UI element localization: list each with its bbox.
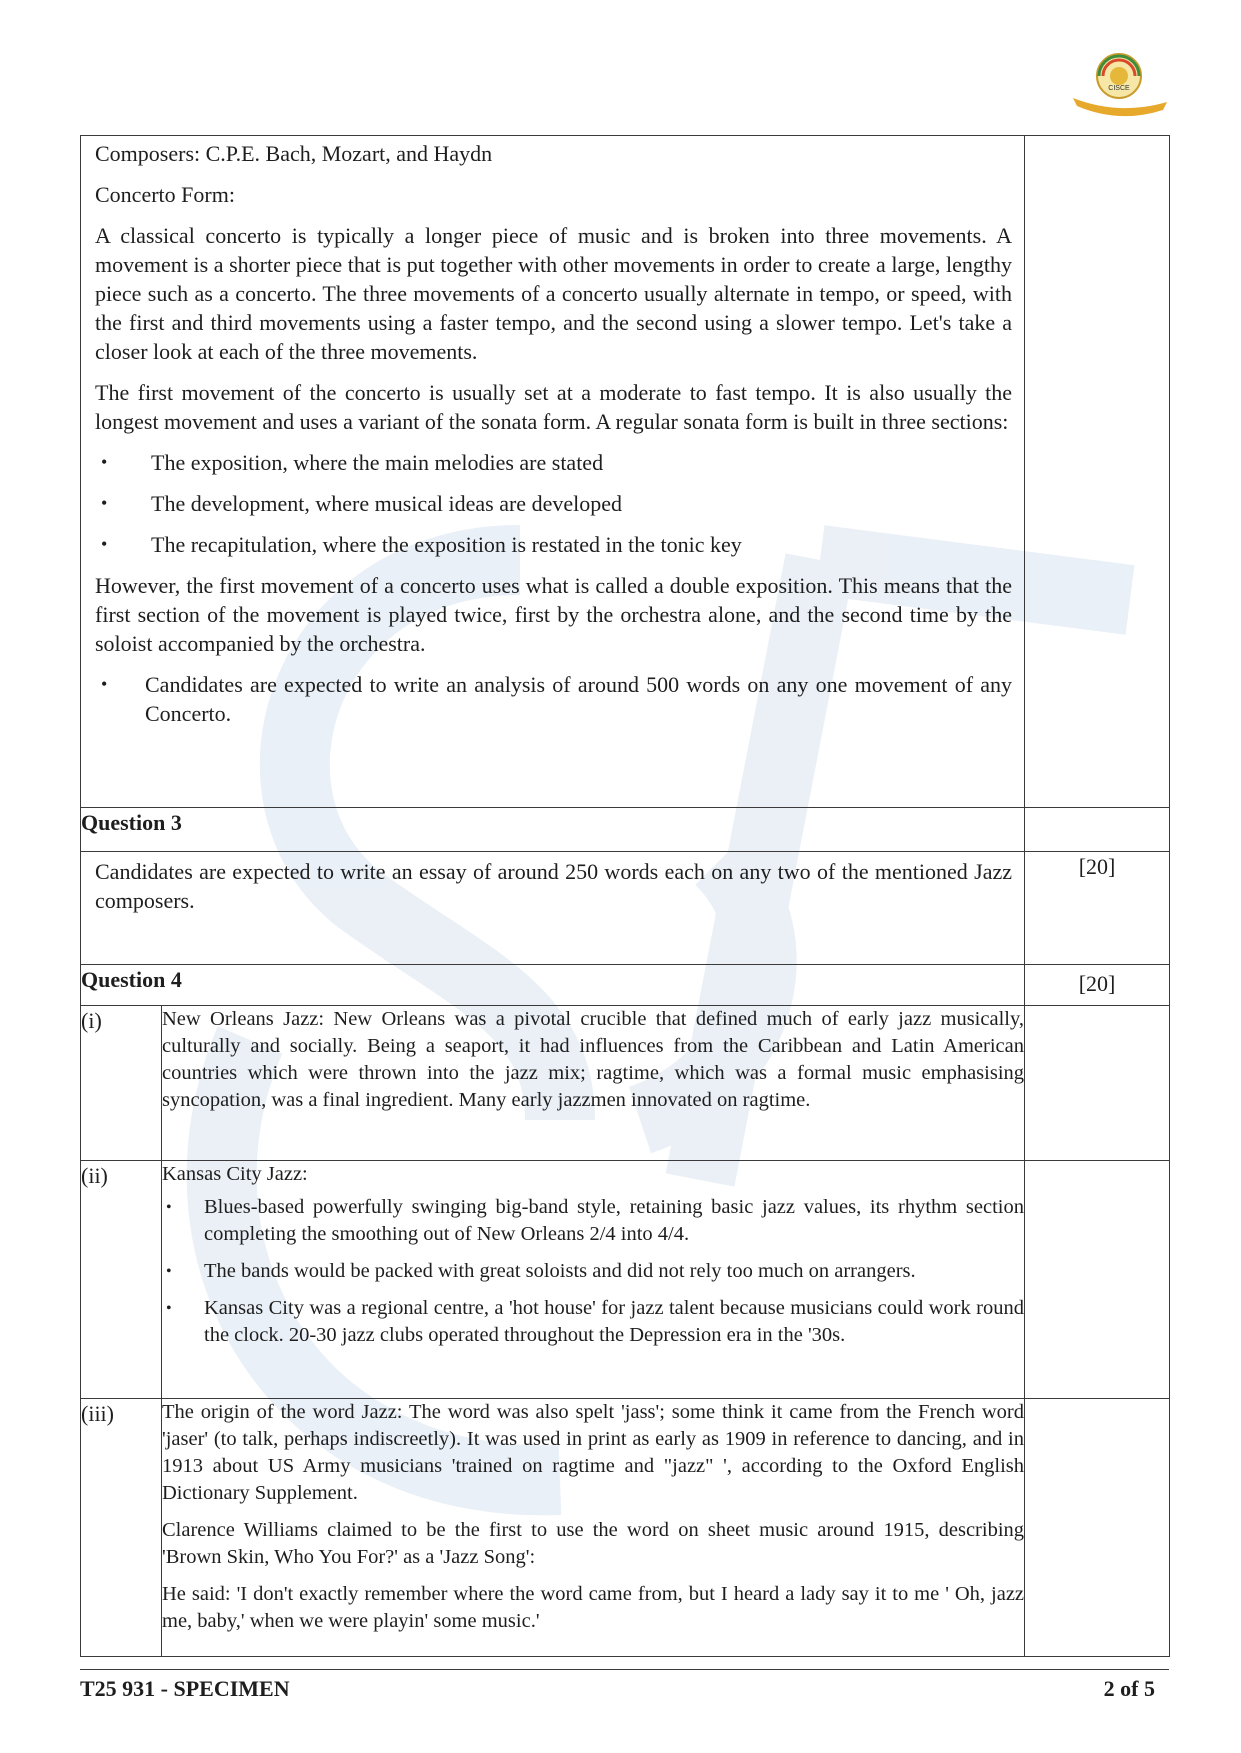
question-4-part-iii-row: [81, 1399, 1170, 1657]
marks-cell: [1025, 1399, 1170, 1657]
concerto-form-heading: Concerto Form:: [95, 182, 235, 207]
concerto-answer-row: [81, 136, 1170, 808]
part-i-label: (i): [81, 1006, 162, 1161]
question-3-heading-row: [81, 808, 1170, 852]
question-4-heading: Question 4: [81, 965, 1025, 1006]
concerto-answer-cell: [81, 136, 1025, 808]
page-number: 2 of 5: [1103, 1676, 1155, 1701]
part-ii-label: (ii): [81, 1161, 162, 1399]
marks-cell: [1025, 808, 1170, 852]
part-iii-label: (iii): [81, 1399, 162, 1657]
part-ii-title: Kansas City Jazz:: [162, 1163, 308, 1185]
question-3-row: [81, 852, 1170, 965]
question-4-part-ii-row: [81, 1161, 1170, 1399]
answer-table: [80, 135, 1170, 1657]
question-3-heading: Question 3: [81, 808, 1025, 852]
footer-divider: [80, 1669, 1169, 1670]
part-iii-paragraph-1: The origin of the word Jazz: The word was also spelt 'jass'; some think it came from the French word 'jaser' (to talk, perhaps indiscreetly). It was used in print as early as 1909 in reference to dancing, and in 1913 about US Army musicians 'trained on ragtime and "jazz" ', according to the Oxford English Dictionary Supplement.: [162, 1401, 1025, 1504]
part-i-text: New Orleans Jazz: New Orleans was a pivotal crucible that defined much of early jazz musically, culturally and socially. Being a seaport, it had influences from the Caribbean and Latin American countries which were thrown into the jazz mix; ragtime, which was a formal music emphasising syncopation, was a final ingredient. Many early jazzmen innovated on ragtime.: [162, 1006, 1025, 1161]
part-ii-cell: [162, 1161, 1025, 1399]
cisce-logo-icon: [1063, 46, 1175, 126]
logo-text: CISCE: [1108, 85, 1130, 92]
paper-code: T25 931 - SPECIMEN: [80, 1676, 290, 1701]
list-item: • Blues-based powerfully swinging big-band style, retaining basic jazz values, its rhythm section completing the smoothing out of New Orleans 2/4 into 4/4.: [162, 1194, 1024, 1248]
part-iii-paragraph-3: He said: 'I don't exactly remember where the word came from, but I heard a lady say it to me ' Oh, jazz me, baby,' when we were playin' some music.': [162, 1583, 1025, 1632]
list-item: • The bands would be packed with great soloists and did not rely too much on arrangers.: [162, 1258, 1024, 1285]
question-4-heading-row: [81, 965, 1170, 1006]
part-iii-paragraph-2: Clarence Williams claimed to be the first to use the word on sheet music around 1915, describing 'Brown Skin, Who You For?' as a 'Jazz Song':: [162, 1519, 1025, 1568]
question-3-marks: [20]: [1025, 852, 1170, 965]
composers-line: Composers: C.P.E. Bach, Mozart, and Haydn: [95, 141, 493, 166]
list-item: • The recapitulation, where the exposition is restated in the tonic key: [95, 530, 1012, 559]
list-item: • The development, where musical ideas are developed: [95, 489, 1012, 518]
part-iii-cell: [162, 1399, 1025, 1657]
question-4-marks: [20]: [1025, 965, 1170, 1006]
concerto-paragraph-1: A classical concerto is typically a longer piece of music and is broken into three movements. A movement is a shorter piece that is put together with other movements in order to create a large, lengthy piece such as a concerto. The three movements of a concerto usually alternate in tempo, or speed, with the first and third movements using a faster tempo, and the second using a slower tempo. Let's take a closer look at each of the three movements.: [95, 223, 1013, 364]
question-4-part-i-row: [81, 1006, 1170, 1161]
question-3-cell: [81, 852, 1025, 965]
list-item: • Kansas City was a regional centre, a 'hot house' for jazz talent because musicians could work round the clock. 20-30 jazz clubs operated throughout the Depression era in the '30s.: [162, 1295, 1024, 1349]
list-item: • Candidates are expected to write an analysis of around 500 words on any one movement of any Concerto.: [95, 670, 1012, 728]
question-3-text: Candidates are expected to write an essay of around 250 words each on any two of the mentioned Jazz composers.: [95, 859, 1013, 913]
kansas-city-points: [162, 1194, 1024, 1349]
marks-cell: [1025, 1006, 1170, 1161]
list-item: • The exposition, where the main melodies are stated: [95, 448, 1012, 477]
concerto-paragraph-3: However, the first movement of a concerto uses what is called a double exposition. This means that the first section of the movement is played twice, first by the orchestra alone, and the second time by the soloist accompanied by the orchestra.: [95, 573, 1013, 656]
expectation-list: [95, 670, 1012, 728]
marks-cell: [1025, 136, 1170, 808]
sonata-sections-list: [95, 448, 1012, 559]
marks-cell: [1025, 1161, 1170, 1399]
concerto-paragraph-2: The first movement of the concerto is usually set at a moderate to fast tempo. It is also usually the longest movement and uses a variant of the sonata form. A regular sonata form is built in three sections:: [95, 380, 1013, 434]
